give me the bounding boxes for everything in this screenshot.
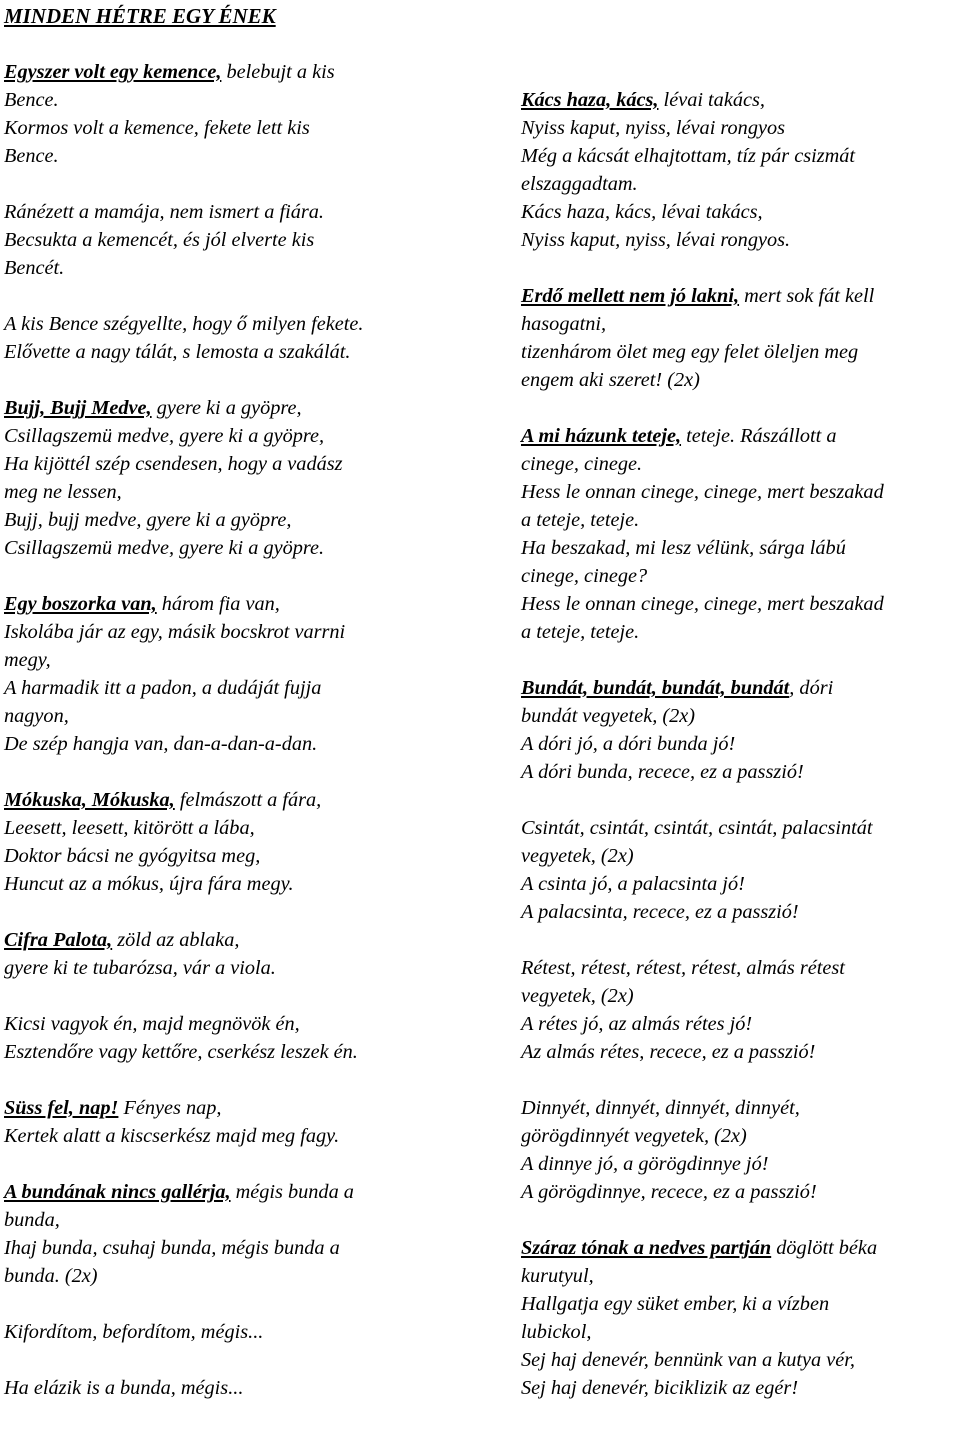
lyric-text: Kács haza, kács, lévai takács, xyxy=(521,201,763,223)
song-line xyxy=(521,618,957,646)
song-stanza xyxy=(4,786,436,898)
lyric-text: A harmadik itt a padon, a dudáját fujja xyxy=(4,677,322,699)
lyric-text: Huncut az a mókus, újra fára megy. xyxy=(4,873,294,895)
lyric-text: De szép hangja van, dan-a-dan-a-dan. xyxy=(4,733,318,755)
song-line xyxy=(521,842,957,870)
lyric-text: Esztendőre vagy kettőre, cserkész leszek én. xyxy=(4,1041,358,1063)
song-line xyxy=(521,338,957,366)
song-line xyxy=(521,1094,957,1122)
song-line xyxy=(4,814,436,842)
song-line xyxy=(521,86,957,114)
song-stanza xyxy=(4,1318,436,1346)
song-line xyxy=(521,1038,957,1066)
song-line xyxy=(4,618,436,646)
lyric-text: Csintát, csintát, csintát, csintát, palacsintát xyxy=(521,817,873,839)
lyric-text: Ránézett a mamája, nem ismert a fiára. xyxy=(4,201,324,223)
song-line xyxy=(521,758,957,786)
song-line xyxy=(521,1262,957,1290)
song-line xyxy=(521,730,957,758)
song-line xyxy=(521,870,957,898)
song-line xyxy=(4,646,436,674)
lyric-text: lévai takács, xyxy=(658,89,765,111)
lyric-text: cinege, cinege. xyxy=(521,453,643,475)
lyric-text: bunda, xyxy=(4,1209,60,1231)
song-stanza xyxy=(521,954,957,1066)
song-line xyxy=(4,198,436,226)
song-stanza xyxy=(4,1374,436,1402)
lyric-text: Nyiss kaput, nyiss, lévai rongyos. xyxy=(521,229,791,251)
lyric-text: Becsukta a kemencét, és jól elverte kis xyxy=(4,229,315,251)
lyric-text: Még a kácsát elhajtottam, tíz pár csizmát xyxy=(521,145,856,167)
song-line xyxy=(521,114,957,142)
lyric-text: , dóri xyxy=(789,677,834,699)
song-stanza xyxy=(521,86,957,254)
song-title: Bujj, Bujj Medve, xyxy=(4,397,152,419)
lyric-text: Sej haj denevér, biciklizik az egér! xyxy=(521,1377,799,1399)
lyric-text: Kifordítom, befordítom, mégis... xyxy=(4,1321,264,1343)
song-stanza xyxy=(4,394,436,562)
lyric-text: zöld az ablaka, xyxy=(112,929,240,951)
song-line xyxy=(4,226,436,254)
song-stanza xyxy=(521,422,957,646)
lyric-text: Iskolába jár az egy, másik bocskrot varrni xyxy=(4,621,346,643)
lyric-text: Ha beszakad, mi lesz vélünk, sárga lábú xyxy=(521,537,846,559)
song-stanza xyxy=(521,1234,957,1402)
lyric-text: hasogatni, xyxy=(521,313,607,335)
song-line xyxy=(521,590,957,618)
song-title: Mókuska, Mókuska, xyxy=(4,789,175,811)
lyric-text: Kertek alatt a kiscserkész majd meg fagy. xyxy=(4,1125,340,1147)
song-line xyxy=(521,310,957,338)
song-line xyxy=(521,982,957,1010)
song-stanza xyxy=(521,674,957,786)
lyric-text: Kicsi vagyok én, majd megnövök én, xyxy=(4,1013,300,1035)
lyric-text: Ihaj bunda, csuhaj bunda, mégis bunda a xyxy=(4,1237,340,1259)
song-line xyxy=(521,534,957,562)
song-title: Egy boszorka van, xyxy=(4,593,157,615)
song-line xyxy=(4,1094,436,1122)
song-stanza xyxy=(4,1178,436,1290)
song-line xyxy=(4,422,436,450)
lyric-text: meg ne lessen, xyxy=(4,481,122,503)
lyric-text: mégis bunda a xyxy=(230,1181,354,1203)
song-line xyxy=(4,730,436,758)
song-line xyxy=(521,506,957,534)
lyric-text: bunda. (2x) xyxy=(4,1265,98,1287)
song-line xyxy=(521,954,957,982)
song-line xyxy=(4,478,436,506)
song-title: Cifra Palota, xyxy=(4,929,113,951)
lyric-text: Nyiss kaput, nyiss, lévai rongyos xyxy=(521,117,786,139)
song-line xyxy=(4,1010,436,1038)
right-column xyxy=(521,86,957,1430)
lyric-text: Hallgatja egy süket ember, ki a vízben xyxy=(521,1293,830,1315)
song-line xyxy=(4,590,436,618)
lyric-text: nagyon, xyxy=(4,705,69,727)
lyric-text: A rétes jó, az almás rétes jó! xyxy=(521,1013,753,1035)
song-stanza xyxy=(4,1010,436,1066)
song-line xyxy=(4,674,436,702)
song-line xyxy=(4,1178,436,1206)
song-title: Erdő mellett nem jó lakni, xyxy=(521,285,740,307)
song-line xyxy=(4,254,436,282)
song-line xyxy=(521,1150,957,1178)
song-stanza xyxy=(4,58,436,170)
lyric-text: kurutyul, xyxy=(521,1265,594,1287)
song-line xyxy=(4,338,436,366)
lyric-text: A csinta jó, a palacsinta jó! xyxy=(521,873,745,895)
lyric-text: Dinnyét, dinnyét, dinnyét, dinnyét, xyxy=(521,1097,800,1119)
lyric-text: tizenhárom ölet meg egy felet öleljen meg xyxy=(521,341,859,363)
song-line xyxy=(4,1318,436,1346)
song-line xyxy=(4,1262,436,1290)
lyric-text: megy, xyxy=(4,649,51,671)
song-line xyxy=(4,86,436,114)
lyric-text: vegyetek, (2x) xyxy=(521,985,634,1007)
lyric-text: A görögdinnye, recece, ez a passzió! xyxy=(521,1181,817,1203)
lyric-text: Hess le onnan cinege, cinege, mert beszakad xyxy=(521,593,884,615)
lyric-text: A kis Bence szégyellte, hogy ő milyen fekete. xyxy=(4,313,364,335)
song-stanza xyxy=(521,282,957,394)
lyric-text: cinege, cinege? xyxy=(521,565,648,587)
lyric-text: gyere ki a gyöpre, xyxy=(151,397,302,419)
song-line xyxy=(521,1290,957,1318)
song-line xyxy=(4,1206,436,1234)
song-line xyxy=(4,1038,436,1066)
song-title: Kács haza, kács, xyxy=(521,89,659,111)
lyric-text: döglött béka xyxy=(771,1237,878,1259)
lyric-text: teteje. Rászállott a xyxy=(681,425,837,447)
lyric-text: mert sok fát kell xyxy=(739,285,875,307)
song-line xyxy=(4,58,436,86)
lyric-text: Bence. xyxy=(4,89,59,111)
song-line xyxy=(4,1122,436,1150)
song-line xyxy=(4,114,436,142)
song-line xyxy=(4,506,436,534)
lyric-text: Bujj, bujj medve, gyere ki a gyöpre, xyxy=(4,509,292,531)
lyric-text: három fia van, xyxy=(156,593,280,615)
song-line xyxy=(521,282,957,310)
song-line xyxy=(521,814,957,842)
lyric-text: engem aki szeret! (2x) xyxy=(521,369,700,391)
song-line xyxy=(4,310,436,338)
song-line xyxy=(521,1122,957,1150)
lyric-text: Ha kijöttél szép csendesen, hogy a vadász xyxy=(4,453,343,475)
lyric-text: elszaggadtam. xyxy=(521,173,638,195)
lyric-text: Csillagszemü medve, gyere ki a gyöpre. xyxy=(4,537,325,559)
lyric-text: Rétest, rétest, rétest, rétest, almás rétest xyxy=(521,957,845,979)
song-line xyxy=(521,562,957,590)
lyric-text: bundát vegyetek, (2x) xyxy=(521,705,695,727)
lyric-text: Csillagszemü medve, gyere ki a gyöpre, xyxy=(4,425,325,447)
lyric-text: Kormos volt a kemence, fekete lett kis xyxy=(4,117,310,139)
song-line xyxy=(4,954,436,982)
lyric-text: Bencét. xyxy=(4,257,65,279)
song-title: Egyszer volt egy kemence, xyxy=(4,61,222,83)
song-title: A mi házunk teteje, xyxy=(521,425,682,447)
lyric-text: Leesett, leesett, kitörött a lába, xyxy=(4,817,255,839)
song-stanza xyxy=(4,926,436,982)
song-line xyxy=(521,198,957,226)
lyric-text: A dinnye jó, a görögdinnye jó! xyxy=(521,1153,769,1175)
song-title: Süss fel, nap! xyxy=(4,1097,119,1119)
song-line xyxy=(4,1234,436,1262)
lyric-text: Doktor bácsi ne gyógyitsa meg, xyxy=(4,845,261,867)
song-line xyxy=(521,226,957,254)
song-line xyxy=(521,1374,957,1402)
song-line xyxy=(4,870,436,898)
song-stanza xyxy=(4,590,436,758)
song-title: Bundát, bundát, bundát, bundát xyxy=(521,677,790,699)
lyric-text: Sej haj denevér, bennünk van a kutya vér, xyxy=(521,1349,855,1371)
song-line xyxy=(521,422,957,450)
song-stanza xyxy=(4,310,436,366)
lyric-text: Ha elázik is a bunda, mégis... xyxy=(4,1377,244,1399)
lyric-text: lubickol, xyxy=(521,1321,592,1343)
lyric-text: gyere ki te tubarózsa, vár a viola. xyxy=(4,957,276,979)
lyric-text: Az almás rétes, recece, ez a passzió! xyxy=(521,1041,816,1063)
song-line xyxy=(4,842,436,870)
song-line xyxy=(4,142,436,170)
lyric-text: görögdinnyét vegyetek, (2x) xyxy=(521,1125,747,1147)
song-line xyxy=(4,394,436,422)
lyric-text: vegyetek, (2x) xyxy=(521,845,634,867)
song-line xyxy=(4,702,436,730)
song-line xyxy=(521,1234,957,1262)
left-column xyxy=(4,58,436,1430)
song-title: Száraz tónak a nedves partján xyxy=(521,1237,772,1259)
song-stanza xyxy=(521,814,957,926)
page-title: MINDEN HÉTRE EGY ÉNEK xyxy=(4,4,276,28)
song-stanza xyxy=(521,1094,957,1206)
song-line xyxy=(521,478,957,506)
song-stanza xyxy=(4,198,436,282)
lyric-text: Elővette a nagy tálát, s lemosta a szakálát. xyxy=(4,341,351,363)
song-title: A bundának nincs gallérja, xyxy=(4,1181,231,1203)
song-line xyxy=(521,1178,957,1206)
song-line xyxy=(521,170,957,198)
lyric-text: A dóri jó, a dóri bunda jó! xyxy=(521,733,736,755)
lyric-text: A palacsinta, recece, ez a passzió! xyxy=(521,901,799,923)
song-line xyxy=(4,534,436,562)
song-stanza xyxy=(4,1094,436,1150)
song-line xyxy=(4,450,436,478)
lyric-text: Hess le onnan cinege, cinege, mert beszakad xyxy=(521,481,884,503)
lyric-text: felmászott a fára, xyxy=(174,789,322,811)
song-line xyxy=(521,1318,957,1346)
song-line xyxy=(521,898,957,926)
song-line xyxy=(521,674,957,702)
song-line xyxy=(521,1346,957,1374)
song-line xyxy=(4,1374,436,1402)
song-line xyxy=(521,702,957,730)
song-line xyxy=(521,450,957,478)
lyric-text: Bence. xyxy=(4,145,59,167)
lyric-text: a teteje, teteje. xyxy=(521,621,640,643)
lyric-text: a teteje, teteje. xyxy=(521,509,640,531)
song-line xyxy=(4,786,436,814)
song-line xyxy=(521,1010,957,1038)
song-line xyxy=(4,926,436,954)
lyric-text: A dóri bunda, recece, ez a passzió! xyxy=(521,761,804,783)
lyric-text: belebujt a kis xyxy=(221,61,335,83)
song-line xyxy=(521,366,957,394)
lyric-text: Fényes nap, xyxy=(118,1097,222,1119)
song-line xyxy=(521,142,957,170)
